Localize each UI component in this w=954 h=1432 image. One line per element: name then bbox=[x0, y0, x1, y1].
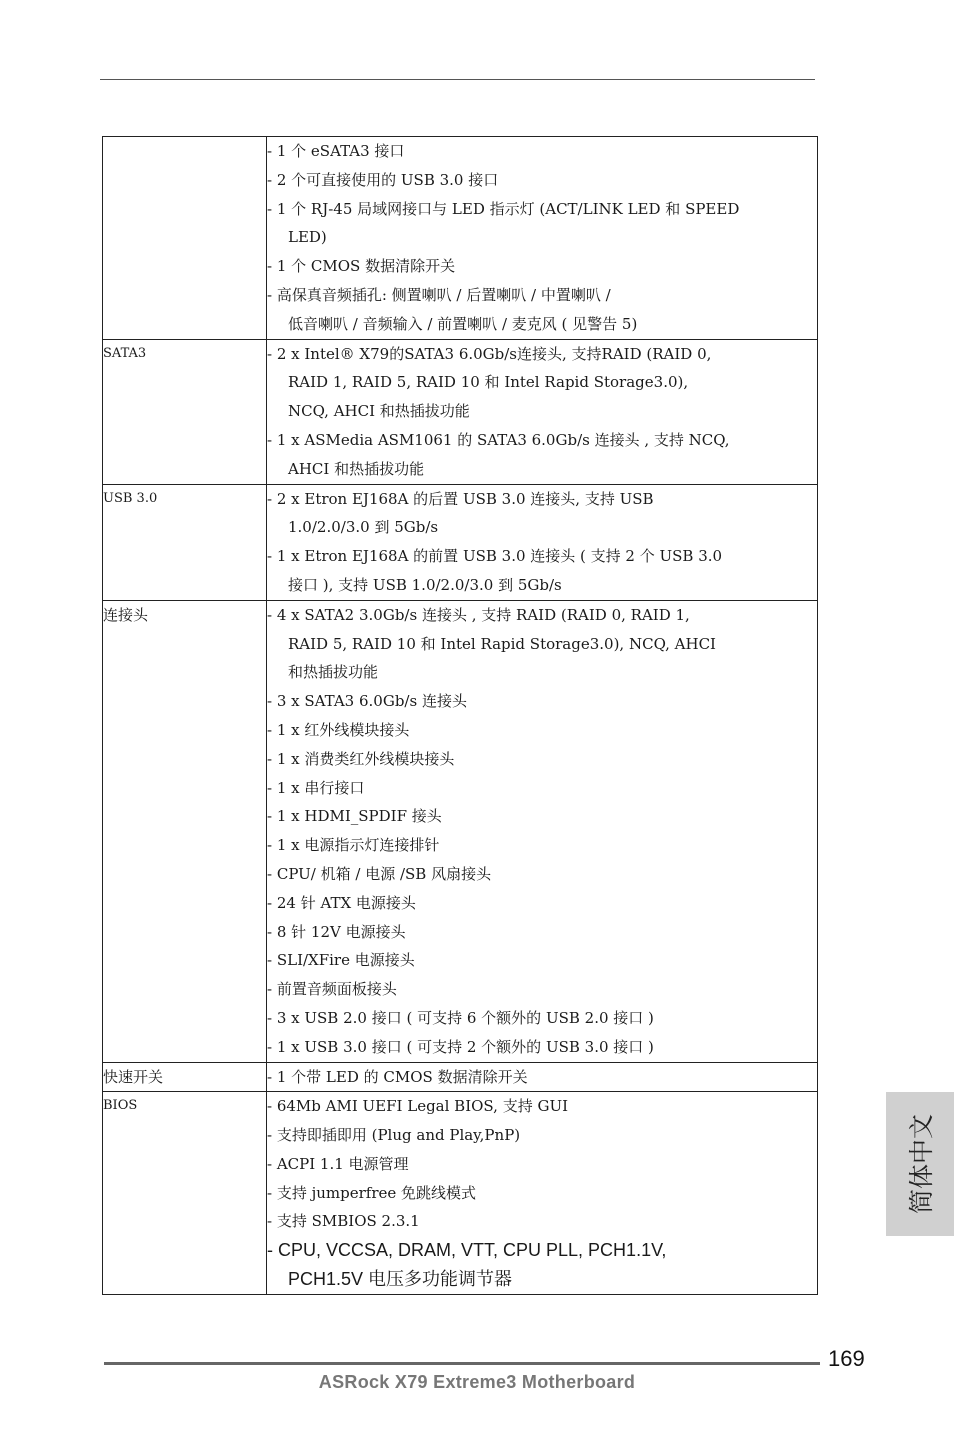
spec-line: - CPU, VCCSA, DRAM, VTT, CPU PLL, PCH1.1V, bbox=[267, 1240, 667, 1261]
spec-line: - 3 x USB 2.0 接口 ( 可支持 6 个额外的 USB 2.0 接口 ) bbox=[267, 1008, 654, 1027]
spec-line: RAID 5, RAID 10 和 Intel Rapid Storage3.0), NCQ, AHCI bbox=[288, 634, 716, 653]
spec-line: - CPU/ 机箱 / 电源 /SB 风扇接头 bbox=[267, 864, 492, 883]
spec-line: - 1 x USB 3.0 接口 ( 可支持 2 个额外的 USB 3.0 接口 ) bbox=[267, 1037, 654, 1056]
spec-values bbox=[267, 1092, 818, 1295]
spec-line: 接口 ), 支持 USB 1.0/2.0/3.0 到 5Gb/s bbox=[288, 575, 562, 594]
spec-line: - 2 x Intel® X79的SATA3 6.0Gb/s连接头, 支持RAID (RAID 0, bbox=[267, 344, 712, 363]
spec-label: 快速开关 bbox=[103, 1062, 267, 1092]
spec-line: - 1 x 红外线模块接头 bbox=[267, 720, 410, 739]
spec-values bbox=[267, 484, 818, 600]
spec-line: - 1 个 RJ-45 局域网接口与 LED 指示灯 (ACT/LINK LED 和 SPEED bbox=[267, 199, 740, 218]
spec-row bbox=[103, 339, 818, 484]
spec-line: - 前置音频面板接头 bbox=[267, 980, 397, 999]
spec-line: PCH1.5V 电压多功能调节器 bbox=[288, 1269, 513, 1290]
spec-line: NCQ, AHCI 和热插拔功能 bbox=[288, 402, 470, 421]
spec-line: - 2 x Etron EJ168A 的后置 USB 3.0 连接头, 支持 USB bbox=[267, 489, 654, 508]
spec-line: - 1 x Etron EJ168A 的前置 USB 3.0 连接头 ( 支持 2 个 USB 3.0 bbox=[267, 547, 723, 566]
spec-line: - 高保真音频插孔: 侧置喇叭 / 后置喇叭 / 中置喇叭 / bbox=[267, 285, 611, 304]
spec-line: AHCI 和热插拔功能 bbox=[288, 459, 425, 478]
language-tab-label: 简体中文 bbox=[907, 1113, 936, 1215]
spec-line: - 1 x 串行接口 bbox=[267, 778, 365, 797]
spec-values bbox=[267, 137, 818, 340]
spec-line: - 1 个 eSATA3 接口 bbox=[267, 142, 405, 160]
spec-line: RAID 1, RAID 5, RAID 10 和 Intel Rapid Storage3.0), bbox=[288, 373, 689, 392]
spec-line: - 2 个可直接使用的 USB 3.0 接口 bbox=[267, 170, 499, 189]
spec-label: SATA3 bbox=[103, 339, 267, 484]
spec-line: - 1 个带 LED 的 CMOS 数据清除开关 bbox=[267, 1067, 528, 1086]
spec-line: - 64Mb AMI UEFI Legal BIOS, 支持 GUI bbox=[267, 1097, 569, 1116]
spec-line: - 3 x SATA3 6.0Gb/s 连接头 bbox=[267, 692, 467, 711]
spec-line: - 4 x SATA2 3.0Gb/s 连接头 , 支持 RAID (RAID 0, RAID 1, bbox=[267, 605, 690, 624]
spec-values bbox=[267, 600, 818, 1062]
spec-values bbox=[267, 1062, 818, 1092]
spec-line: - 1 个 CMOS 数据清除开关 bbox=[267, 257, 456, 276]
spec-line: LED) bbox=[288, 228, 327, 247]
spec-label: USB 3.0 bbox=[103, 484, 267, 600]
header-rule bbox=[100, 79, 815, 80]
spec-row bbox=[103, 137, 818, 340]
footer-rule bbox=[104, 1362, 820, 1365]
spec-line: - 8 针 12V 电源接头 bbox=[267, 922, 406, 941]
spec-row bbox=[103, 484, 818, 600]
spec-values bbox=[267, 339, 818, 484]
spec-line: - 24 针 ATX 电源接头 bbox=[267, 893, 416, 912]
spec-line: - 支持即插即用 (Plug and Play,PnP) bbox=[267, 1126, 521, 1145]
page-number: 169 bbox=[828, 1346, 865, 1371]
spec-line: - SLI/XFire 电源接头 bbox=[267, 951, 415, 970]
spec-row bbox=[103, 600, 818, 1062]
spec-line: 1.0/2.0/3.0 到 5Gb/s bbox=[288, 518, 439, 537]
spec-line: - 1 x ASMedia ASM1061 的 SATA3 6.0Gb/s 连接头 , 支持 NCQ, bbox=[267, 430, 730, 449]
spec-label: BIOS bbox=[103, 1092, 267, 1295]
spec-label: 连接头 bbox=[103, 600, 267, 1062]
spec-row bbox=[103, 1092, 818, 1295]
language-tab bbox=[886, 1092, 954, 1236]
spec-table bbox=[102, 136, 818, 1295]
spec-line: - 1 x 消费类红外线模块接头 bbox=[267, 749, 455, 768]
spec-line: 低音喇叭 / 音频输入 / 前置喇叭 / 麦克风 ( 见警告 5) bbox=[288, 314, 638, 333]
spec-row bbox=[103, 1062, 818, 1092]
spec-label bbox=[103, 137, 267, 340]
footer-title: ASRock X79 Extreme3 Motherboard bbox=[318, 1372, 636, 1392]
spec-line: - 支持 jumperfree 免跳线模式 bbox=[267, 1183, 477, 1202]
spec-line: - ACPI 1.1 电源管理 bbox=[267, 1154, 409, 1173]
spec-line: - 1 x HDMI_SPDIF 接头 bbox=[267, 807, 442, 826]
spec-line: - 1 x 电源指示灯连接排针 bbox=[267, 836, 440, 855]
spec-line: 和热插拔功能 bbox=[288, 663, 379, 682]
spec-line: - 支持 SMBIOS 2.3.1 bbox=[267, 1212, 420, 1231]
